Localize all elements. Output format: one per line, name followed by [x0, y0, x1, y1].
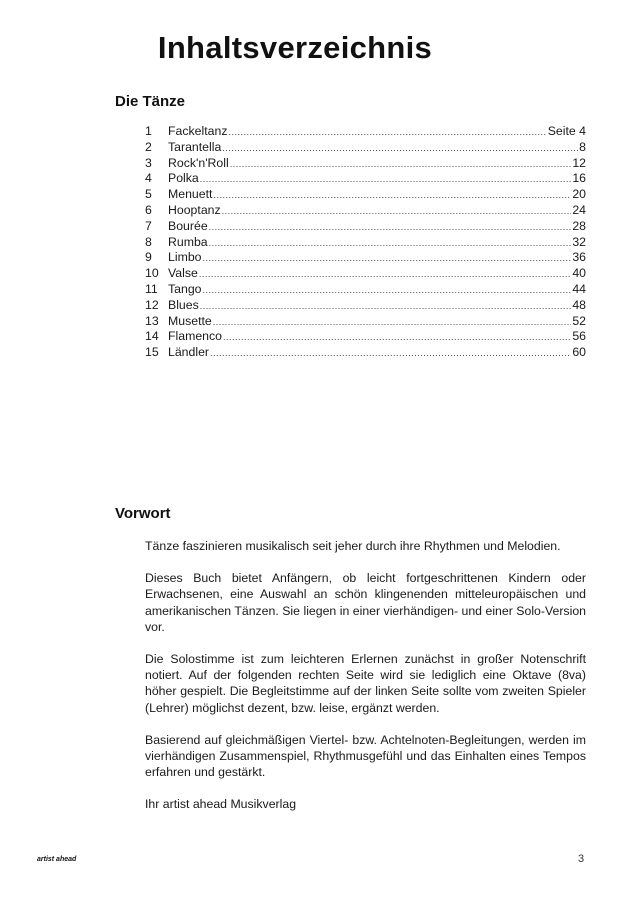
toc-entry-page: 40 [572, 266, 586, 281]
toc-entry-page: 28 [572, 218, 586, 233]
toc-heading: Die Tänze [115, 93, 186, 110]
toc-entry-page: 48 [572, 297, 586, 312]
dot-leader [213, 188, 571, 204]
dot-leader [203, 283, 572, 299]
toc-entry[interactable] [145, 140, 586, 156]
dot-leader [228, 125, 546, 141]
toc-entry-title: Musette [168, 313, 212, 328]
toc-entry-page: 12 [572, 155, 586, 170]
foreword-heading: Vorwort [115, 505, 171, 522]
toc-entry-title: Valse [168, 266, 198, 281]
foreword-signature: Ihr artist ahead Musikverlag [145, 797, 297, 812]
toc-entry-title: Limbo [168, 250, 202, 265]
toc-entry-number: 3 [145, 155, 152, 170]
toc-entry-title: Rumba [168, 234, 208, 249]
dot-leader [223, 330, 571, 346]
dot-leader [200, 299, 572, 315]
toc-entry-title: Polka [168, 171, 199, 186]
toc-entry-page: 56 [572, 329, 586, 344]
toc-entry-page: 20 [572, 187, 586, 202]
toc-entry-page: 60 [572, 345, 586, 360]
toc-entry[interactable] [145, 235, 586, 251]
toc-entry-title: Ländler [168, 345, 210, 360]
dot-leader [210, 346, 571, 362]
toc-entry-title: Blues [168, 297, 199, 312]
toc-entry-page: 24 [572, 202, 586, 217]
toc-entry-number: 13 [145, 313, 159, 328]
toc-entry-page: 16 [572, 171, 586, 186]
toc-entry-title: Fackeltanz [168, 124, 228, 138]
table-of-contents [145, 124, 586, 361]
dot-leader [222, 204, 572, 220]
dot-leader [230, 157, 572, 173]
dot-leader [209, 220, 572, 236]
page-number: 3 [578, 853, 585, 865]
toc-entry-number: 5 [145, 187, 152, 202]
page-title: Inhaltsverzeichnis [157, 30, 433, 65]
dot-leader [203, 251, 572, 267]
toc-entry-number: 12 [145, 297, 159, 312]
toc-entry[interactable] [145, 345, 586, 361]
foreword-paragraph: Die Solostimme ist zum leichteren Erlernen zunächst in großer Notenschrift notiert. Auf der folgenden rechten Seite wird sie lediglich eine Oktave (8va) höher gespielt. Die Begleitstimme auf der linken Seite sollte vom zweiten Spieler (Lehrer) möglichst dezent, bzw. leise, ergänzt werden. [145, 652, 586, 715]
dot-leader [200, 172, 572, 188]
toc-entry-title: Menuett [168, 187, 213, 202]
toc-entry-page: 32 [572, 234, 586, 249]
toc-entry-number: 11 [145, 281, 158, 296]
toc-entry-page: 44 [572, 281, 586, 296]
toc-entry-number: 2 [145, 139, 152, 154]
toc-entry-page: 36 [572, 250, 586, 265]
toc-entry[interactable] [145, 329, 586, 345]
foreword-paragraph: Tänze faszinieren musikalisch seit jeher durch ihre Rhythmen und Melodien. [145, 539, 561, 553]
toc-entry[interactable] [145, 250, 586, 266]
toc-entry-title: Hooptanz [168, 202, 221, 217]
dot-leader [222, 141, 578, 157]
toc-entry-number: 4 [145, 171, 152, 186]
toc-entry-page: 8 [579, 139, 586, 154]
toc-entry-number: 6 [145, 202, 152, 217]
foreword-paragraph: Basierend auf gleichmäßigen Viertel- bzw. Achtelnoten-Begleitungen, werden im vierhändigen Zusammenspiel, Rhythmusgefühl und das Einhalten eines Tempos erfahren und gestärkt. [145, 732, 586, 780]
toc-entry-number: 8 [145, 234, 152, 249]
toc-entry-number: 1 [145, 124, 152, 138]
toc-entry-title: Tarantella [168, 139, 222, 154]
toc-entry-page: 52 [572, 313, 586, 328]
publisher-logo: artist ahead [37, 856, 77, 863]
toc-entry-number: 10 [145, 266, 159, 281]
dot-leader [213, 315, 572, 331]
toc-entry[interactable] [145, 187, 586, 203]
toc-entry[interactable] [145, 298, 586, 314]
dot-leader [199, 267, 571, 283]
toc-entry[interactable] [145, 203, 586, 219]
toc-entry[interactable] [145, 156, 586, 172]
toc-entry-title: Tango [168, 281, 202, 296]
toc-entry[interactable] [145, 171, 586, 187]
toc-entry-page: Seite 4 [547, 124, 586, 138]
dot-leader [209, 236, 572, 252]
toc-entry-number: 14 [145, 329, 159, 344]
toc-entry[interactable] [145, 282, 586, 298]
toc-entry-title: Flamenco [168, 329, 222, 344]
toc-entry[interactable] [145, 266, 586, 282]
toc-entry[interactable] [145, 124, 586, 140]
toc-entry-title: Bourée [168, 218, 208, 233]
toc-entry-number: 15 [145, 345, 159, 360]
toc-entry[interactable] [145, 314, 586, 330]
foreword-body [145, 538, 586, 829]
toc-entry-number: 7 [145, 218, 152, 233]
foreword-paragraph: Dieses Buch bietet Anfängern, ob leicht fortgeschrittenen Kindern oder Erwachsenen, eine Auswahl an schön klingenenden mitteleuropäischen und amerikanischen Tänzen. Sie liegen in einer vierhändigen- und einer Solo-Version vor. [145, 571, 586, 634]
toc-entry-title: Rock'n'Roll [168, 155, 229, 170]
toc-entry-number: 9 [145, 250, 152, 265]
toc-entry[interactable] [145, 219, 586, 235]
